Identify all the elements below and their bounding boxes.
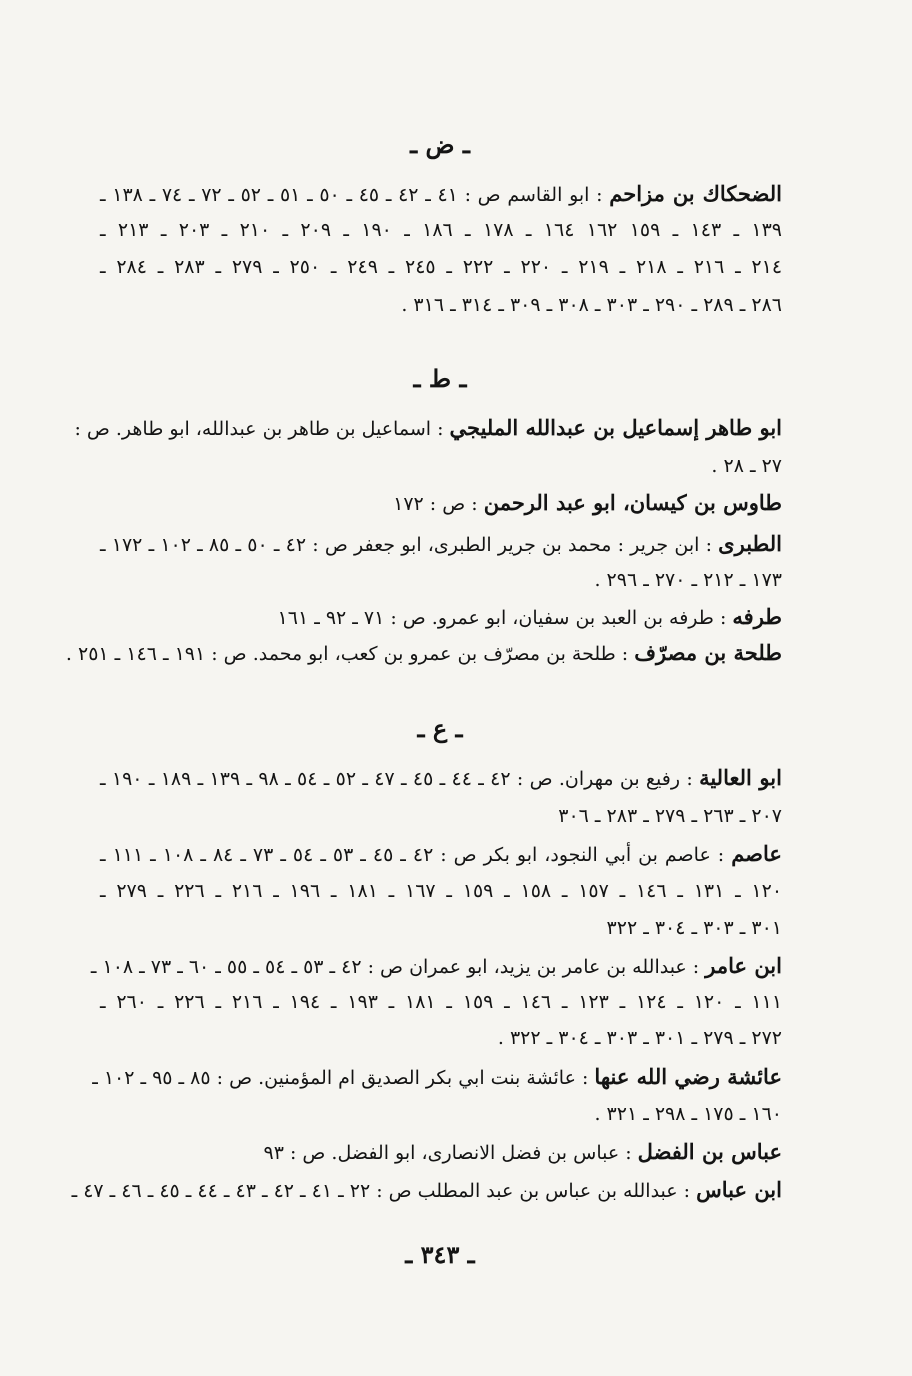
entry-asim-line-2: ١٢٠ ـ ١٣١ ـ ١٤٦ ـ ١٥٧ ـ ١٥٨ ـ ١٥٩ ـ ١٦٧ ـ ١٨١ ـ ١٩٦ ـ ٢١٦ ـ ٢٢٦ ـ ٢٧٩ ـ <box>100 880 783 902</box>
entry-name: ابن عباس <box>696 1177 782 1202</box>
entry-name: ابو العالية <box>699 765 782 790</box>
entry-text: : ابو القاسم ص : ٤١ ـ ٤٢ ـ ٤٥ ـ ٥٠ ـ ٥١ ـ ٥٢ ـ ٧٢ ـ ٧٤ ـ ١٣٨ ـ <box>100 184 610 206</box>
entry-ibn-amir-line-3: ٢٧٢ ـ ٢٧٩ ـ ٣٠١ ـ ٣٠٣ ـ ٣٠٤ ـ ٣٢٢ . <box>497 1027 782 1049</box>
entry-text: : طرفه بن العبد بن سفيان، ابو عمرو. ص : ٧١ ـ ٩٢ ـ ١٦١ <box>277 607 733 629</box>
entry-name: ابو طاهر إسماعيل بن عبدالله المليجي <box>449 415 782 440</box>
entry-name: طرفه <box>732 604 782 629</box>
entry-dahhak-line-4: ٢٨٦ ـ ٢٨٩ ـ ٢٩٠ ـ ٣٠٣ ـ ٣٠٨ ـ ٣٠٩ ـ ٣١٤ ـ ٣١٦ . <box>401 294 782 316</box>
entry-abbas-fadl-line-1 <box>100 1138 782 1167</box>
entry-ibn-abbas-line-1 <box>71 1176 782 1205</box>
entry-tawus-line-1 <box>100 489 782 518</box>
entry-name: الطبرى <box>718 531 782 556</box>
entry-text: : ص : ١٧٢ <box>393 493 484 515</box>
entry-asim-line-3: ٣٠١ ـ ٣٠٣ ـ ٣٠٤ ـ ٣٢٢ <box>606 917 782 939</box>
section-heading-dad: ـ ض ـ <box>410 130 470 159</box>
entry-name: ابن عامر <box>705 953 782 978</box>
entry-name: طلحة بن مصرّف <box>634 640 782 665</box>
entry-aisha-line-2: ١٦٠ ـ ١٧٥ ـ ٢٩٨ ـ ٣٢١ . <box>594 1103 782 1125</box>
entry-aisha-line-1 <box>92 1063 782 1092</box>
section-heading-ayn: ـ ع ـ <box>417 714 463 743</box>
entry-abu-aliya-line-1 <box>100 764 782 793</box>
entry-dahhak-line-1 <box>100 180 782 209</box>
entry-tarafa-line-1 <box>100 603 782 632</box>
entry-asim-line-1 <box>100 840 782 869</box>
section-heading-ta: ـ ط ـ <box>413 364 467 393</box>
entry-text: : عاصم بن أبي النجود، ابو بكر ص : ٤٢ ـ ٤٥ ـ ٥٣ ـ ٥٤ ـ ٧٣ ـ ٨٤ ـ ١٠٨ ـ ١١١ ـ <box>100 844 732 866</box>
entry-text: : رفيع بن مهران. ص : ٤٢ ـ ٤٤ ـ ٤٥ ـ ٤٧ ـ ٥٢ ـ ٥٤ ـ ٩٨ ـ ١٣٩ ـ ١٨٩ ـ ١٩٠ ـ <box>100 768 700 790</box>
entry-abu-tahir-line-1 <box>74 414 782 443</box>
entry-text: : عبدالله بن عباس بن عبد المطلب ص : ٢٢ ـ ٤١ ـ ٤٢ ـ ٤٣ ـ ٤٤ ـ ٤٥ ـ ٤٦ ـ ٤٧ ـ <box>71 1180 697 1202</box>
entry-abu-tahir-line-2: ٢٧ ـ ٢٨ . <box>711 455 782 477</box>
entry-name: الضحكاك بن مزاحم <box>609 181 782 206</box>
entry-text: : اسماعيل بن طاهر بن عبدالله، ابو طاهر. ص : <box>74 418 450 440</box>
entry-dahhak-line-3: ٢١٤ ـ ٢١٦ ـ ٢١٨ ـ ٢١٩ ـ ٢٢٠ ـ ٢٢٢ ـ ٢٤٥ ـ ٢٤٩ ـ ٢٥٠ ـ ٢٧٩ ـ ٢٨٣ ـ ٢٨٤ ـ <box>100 256 783 278</box>
entry-name: عاصم <box>731 841 782 866</box>
entry-text: : عباس بن فضل الانصارى، ابو الفضل. ص : ٩٣ <box>263 1142 638 1164</box>
entry-tabari-line-1 <box>100 530 782 559</box>
entry-dahhak-line-2: ١٣٩ ـ ١٤٣ ـ ١٥٩ ١٦٢ ١٦٤ ـ ١٧٨ ـ ١٨٦ ـ ١٩٠ ـ ٢٠٩ ـ ٢١٠ ـ ٢٠٣ ـ ٢١٣ ـ <box>100 219 783 241</box>
entry-name: طاوس بن كيسان، ابو عبد الرحمن <box>483 490 782 515</box>
entry-text: : ابن جرير : محمد بن جرير الطبرى، ابو جعفر ص : ٤٢ ـ ٥٠ ـ ٨٥ ـ ١٠٢ ـ ١٧٢ ـ <box>100 534 719 556</box>
entry-ibn-amir-line-1 <box>90 952 782 981</box>
entry-text: : عبدالله بن عامر بن يزيد، ابو عمران ص : ٤٢ ـ ٥٣ ـ ٥٤ ـ ٥٥ ـ ٦٠ ـ ٧٣ ـ ١٠٨ ـ <box>90 956 706 978</box>
page-number: ـ ٣٤٣ ـ <box>405 1240 475 1269</box>
entry-tabari-line-2: ١٧٣ ـ ٢١٢ ـ ٢٧٠ ـ ٢٩٦ . <box>594 569 782 591</box>
entry-ibn-amir-line-2: ١١١ ـ ١٢٠ ـ ١٢٤ ـ ١٢٣ ـ ١٤٦ ـ ١٥٩ ـ ١٨١ ـ ١٩٣ ـ ١٩٤ ـ ٢١٦ ـ ٢٢٦ ـ ٢٦٠ ـ <box>100 991 783 1013</box>
entry-name: عباس بن الفضل <box>637 1139 782 1164</box>
entry-name: عائشة رضي الله عنها <box>594 1064 782 1089</box>
entry-text: : عائشة بنت ابي بكر الصديق ام المؤمنين. ص : ٨٥ ـ ٩٥ ـ ١٠٢ ـ <box>92 1067 595 1089</box>
entry-talha-line-1 <box>65 639 782 668</box>
entry-abu-aliya-line-2: ٢٠٧ ـ ٢٦٣ ـ ٢٧٩ ـ ٢٨٣ ـ ٣٠٦ <box>558 805 782 827</box>
entry-text: : طلحة بن مصرّف بن عمرو بن كعب، ابو محمد. ص : ١٩١ ـ ١٤٦ ـ ٢٥١ . <box>65 643 635 665</box>
